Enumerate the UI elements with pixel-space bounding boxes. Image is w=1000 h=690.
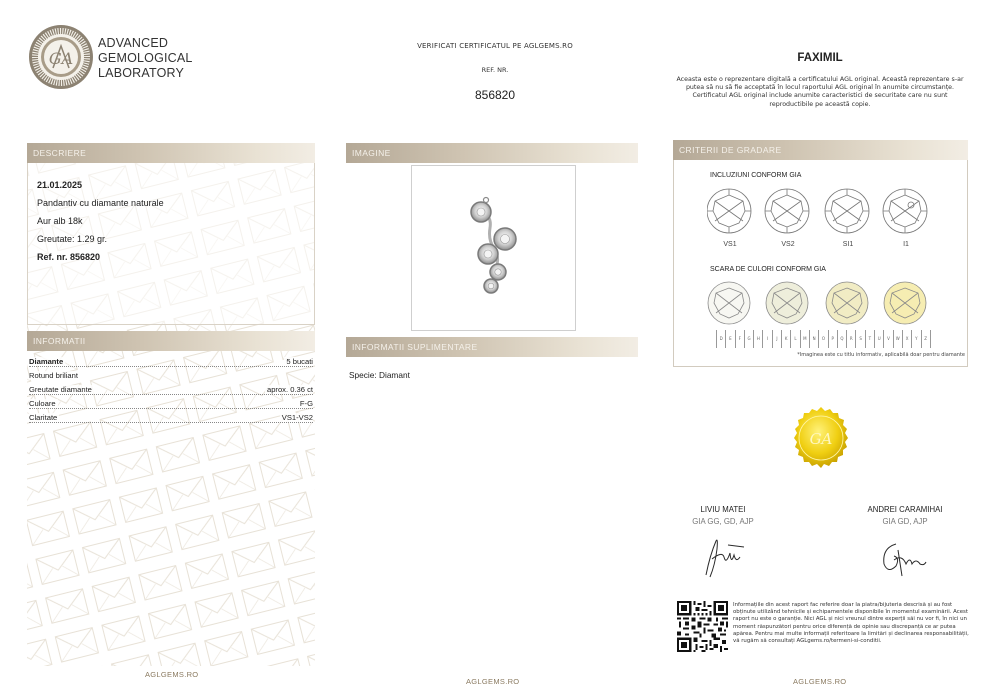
pendant-image — [412, 166, 575, 330]
info-row-claritate — [29, 413, 313, 425]
diamond-diagram-si1 — [825, 189, 869, 233]
footer-link-right[interactable]: AGLGEMS.RO — [793, 677, 847, 686]
faximil-title: FAXIMIL — [797, 52, 843, 64]
info-row-culoare — [29, 399, 313, 411]
specie-text: Specie: Diamant — [349, 370, 410, 380]
signature-2 — [880, 538, 930, 578]
imagine-header: IMAGINE — [346, 143, 638, 163]
ref-value: 856820 — [474, 88, 516, 102]
color-grade-o: O — [819, 330, 828, 348]
signatory-1-name: LIVIU MATEI — [700, 505, 746, 514]
color-grade-m: M — [801, 330, 810, 348]
descriere-box — [27, 163, 315, 325]
color-grade-z: Z — [922, 330, 931, 348]
info-key: Claritate — [29, 413, 58, 422]
description-metal: Aur alb 18k — [37, 216, 83, 226]
color-grade-n: N — [810, 330, 819, 348]
color-grade-d: D — [717, 330, 726, 348]
info-key: Culoare — [29, 399, 56, 408]
color-grade-f: F — [736, 330, 745, 348]
color-grade-q: Q — [838, 330, 847, 348]
color-diamond-light-yellow — [884, 282, 926, 324]
color-diamond-faint — [826, 282, 868, 324]
info-row-diamante — [29, 357, 313, 369]
color-grade-e: E — [726, 330, 735, 348]
clarity-diagrams — [707, 187, 947, 239]
gold-seal-icon — [787, 403, 855, 471]
color-grade-t: T — [866, 330, 875, 348]
logo-line-3: LABORATORY — [98, 66, 185, 80]
info-value: 5 bucati — [286, 357, 313, 366]
descriere-header: DESCRIERE — [27, 143, 315, 163]
signatory-1-credentials: GIA GG, GD, AJP — [692, 517, 754, 526]
color-grade-s: S — [856, 330, 865, 348]
color-grade-g: G — [745, 330, 754, 348]
color-grade-k: K — [782, 330, 791, 348]
suplimentare-header: INFORMATII SUPLIMENTARE — [346, 337, 638, 357]
info-value: VS1-VS2 — [281, 413, 313, 422]
color-grade-v: V — [884, 330, 893, 348]
svg-text:GA: GA — [48, 49, 74, 68]
info-row-greutate — [29, 385, 313, 397]
clarity-label-vs1: VS1 — [723, 241, 737, 248]
color-diamond-colorless — [708, 282, 750, 324]
color-grade-p: P — [829, 330, 838, 348]
info-row-taietura — [29, 371, 313, 383]
color-grade-l: L — [791, 330, 800, 348]
info-key: Rotund briliant — [29, 371, 78, 380]
clarity-label-si1: SI1 — [842, 241, 854, 248]
color-scale-bar — [716, 330, 931, 348]
color-diamond-near-colorless — [766, 282, 808, 324]
signatory-2-name: ANDREI CARAMIHAI — [867, 505, 943, 514]
color-grade-i: I — [763, 330, 772, 348]
grading-note: *Imaginea este cu titlu informativ, aplicabilă doar pentru diamante — [797, 352, 965, 358]
description-ref: Ref. nr. 856820 — [37, 252, 101, 262]
footer-link-left[interactable]: AGLGEMS.RO — [145, 670, 199, 679]
color-grade-x: X — [903, 330, 912, 348]
faximil-notice: Aceasta este o reprezentare digitală a certificatului AGL original. Această reprezentare s-ar putea să nu să fie acceptată în locul raportului AGL original în anumite circumstanțe. Certificatul AGL original include anumite caracteristici de securitate care nu sunt reproductibile pe această copie. — [676, 76, 964, 108]
product-image-frame — [411, 165, 576, 331]
disclaimer-text: Informațiile din acest raport fac referire doar la piatra/bijuteria descrisă și au fost obținute utilizând tehnicile și echipamentele disponibile în momentul examinării. Acest raport nu este o garanție. Nici AGL și nici vreunul dintre experții săi nu vor fi, în nici un moment răspunzători pentru orice diferență de opinie sau discrepanță ce ar putea apărea. Pentru mai multe informații referitoare la limitări și declinarea responsabilității, vă rugăm să consultați AGLgems.ro/termeni-si-conditii. — [733, 602, 969, 645]
description-date: 21.01.2025 — [37, 180, 83, 190]
info-key: Greutate diamante — [29, 385, 92, 394]
verify-link[interactable]: VERIFICATI CERTIFICATUL PE AGLGEMS.RO — [417, 42, 573, 50]
info-value: F-G — [299, 399, 313, 408]
description-weight: Greutate: 1.29 gr. — [37, 234, 108, 244]
logo-line-1: ADVANCED — [98, 36, 169, 50]
color-scale-title: SCARA DE CULORI CONFORM GIA — [710, 266, 826, 273]
grading-criteria-box — [673, 160, 968, 367]
criterii-header: CRITERII DE GRADARE — [673, 140, 968, 160]
color-grade-u: U — [875, 330, 884, 348]
qr-code-icon[interactable] — [677, 601, 728, 652]
clarity-label-i1: I1 — [903, 241, 909, 248]
color-grade-h: H — [754, 330, 763, 348]
diamond-diagram-vs2 — [765, 189, 809, 233]
logo-wordmark — [98, 36, 193, 81]
color-diagrams — [707, 281, 947, 327]
clarity-scale-title: INCLUZIUNI CONFORM GIA — [710, 172, 802, 179]
color-grade-j: J — [773, 330, 782, 348]
info-key: Diamante — [29, 357, 64, 366]
footer-link-center[interactable]: AGLGEMS.RO — [466, 677, 520, 686]
logo-line-2: GEMOLOGICAL — [98, 51, 193, 65]
ref-label: REF. NR. — [481, 66, 509, 74]
signature-1 — [698, 535, 748, 579]
color-grade-r: R — [847, 330, 856, 348]
diamond-diagram-i1 — [883, 189, 927, 233]
informatii-table — [27, 357, 315, 437]
signatory-2-credentials: GIA GD, AJP — [882, 517, 928, 526]
informatii-header: INFORMATII — [27, 331, 315, 351]
color-grade-y: Y — [912, 330, 921, 348]
info-value: aprox. 0.36 ct — [266, 385, 313, 394]
agl-logo-seal-icon — [28, 24, 94, 90]
clarity-label-vs2: VS2 — [781, 241, 795, 248]
description-item: Pandantiv cu diamante naturale — [37, 198, 164, 208]
color-grade-w: W — [894, 330, 903, 348]
svg-text:GA: GA — [809, 430, 833, 448]
diamond-diagram-vs1 — [707, 189, 751, 233]
